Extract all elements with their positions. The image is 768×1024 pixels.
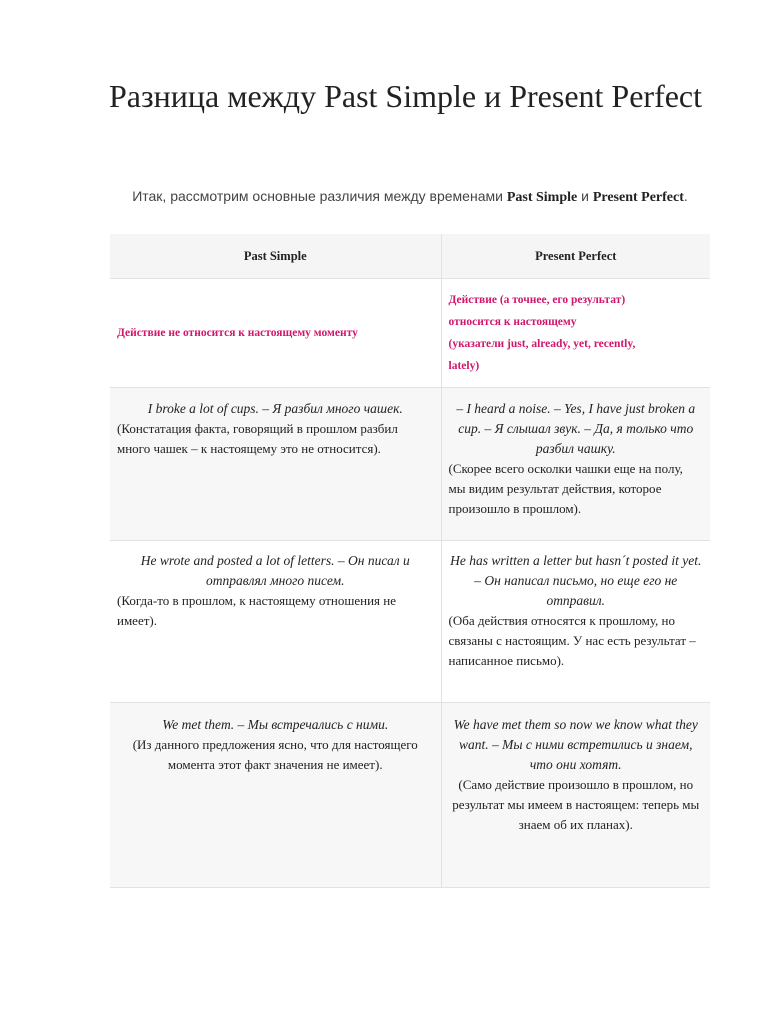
intro-text: Итак, рассмотрим основные различия между временами	[132, 188, 507, 204]
example-sentence: He wrote and posted a lot of letters. – Он писал и отправлял много писем.	[140, 553, 410, 588]
example-sentence: We met them. – Мы встречались с ними.	[162, 717, 389, 732]
table-row-action	[110, 279, 710, 388]
example-note: (Оба действия относятся к прошлому, но связаны с настоящим. У нас есть результат – написанное письмо).	[448, 613, 696, 668]
example-note: (Из данного предложения ясно, что для настоящего момента этот факт значения не имеет).	[132, 737, 418, 772]
example-note: (Само действие произошло в прошлом, но результат мы имеем в настоящем: теперь мы знаем об их планах).	[452, 777, 700, 832]
cell-example-2-present	[441, 541, 710, 703]
table-header-row	[110, 234, 710, 279]
intro-paragraph	[110, 186, 710, 208]
action-past-text: Действие не относится к настоящему моменту	[117, 327, 358, 339]
example-sentence: – I heard a noise. – Yes, I have just broken a cup. – Я слышал звук. – Да, я только что разбил чашку.	[456, 401, 696, 456]
cell-example-3-present	[441, 703, 710, 888]
action-present-line: относится к настоящему	[448, 316, 577, 328]
example-note: (Констатация факта, говорящий в прошлом разбил много чашек – к настоящему это не относится).	[117, 421, 398, 456]
action-present-line: (указатели just, already, yet, recently,	[448, 338, 636, 350]
intro-joiner: и	[577, 188, 593, 204]
cell-example-1-present	[441, 388, 710, 541]
intro-term-present-perfect: Present Perfect	[592, 190, 684, 205]
action-present-line: Действие (а точнее, его результат)	[448, 294, 626, 306]
table-row-example-1	[110, 388, 710, 541]
example-note: (Скорее всего осколки чашки еще на полу, мы видим результат действия, которое произошло в прошлом).	[448, 461, 683, 516]
page-title: Разница между Past Simple и Present Perfect	[109, 78, 703, 114]
example-sentence: We have met them so now we know what they want. – Мы с ними встретились и знаем, что они хотят.	[453, 717, 698, 772]
cell-action-past	[110, 279, 441, 388]
cell-example-1-past	[110, 388, 441, 541]
intro-end: .	[683, 188, 688, 204]
table-row-example-2	[110, 541, 710, 703]
cell-example-3-past	[110, 703, 441, 888]
cell-action-present	[441, 279, 710, 388]
header-past-simple: Past Simple	[110, 234, 441, 279]
table-row-example-3	[110, 703, 710, 888]
example-sentence: I broke a lot of cups. – Я разбил много чашек.	[147, 401, 403, 416]
example-sentence: He has written a letter but hasn´t posted it yet. – Он написал письмо, но еще его не отправил.	[450, 553, 702, 608]
header-present-perfect: Present Perfect	[441, 234, 710, 279]
intro-term-past-simple: Past Simple	[506, 190, 578, 205]
comparison-table	[110, 234, 710, 888]
example-note: (Когда-то в прошлом, к настоящему отношения не имеет).	[117, 593, 397, 628]
cell-example-2-past	[110, 541, 441, 703]
action-present-line: lately)	[448, 360, 480, 372]
